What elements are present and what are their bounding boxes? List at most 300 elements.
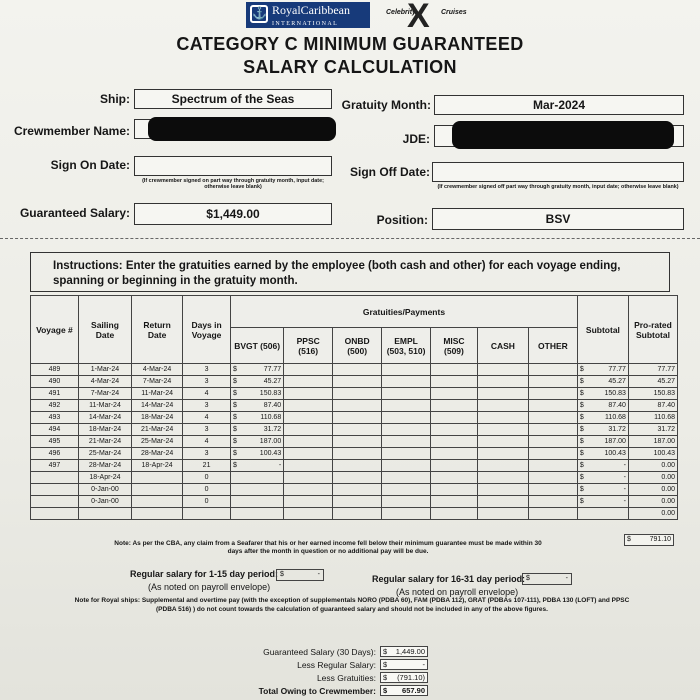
prorated-value: 0.00 [661,462,675,469]
subtotal-cell [577,376,628,388]
misc-cell[interactable] [431,412,478,424]
return-cell[interactable] [132,412,183,424]
cba-note: Note: As per the CBA, any claim from a Seafarer that his or her earned income fell below their minimum guarantee must be made within 30 days after the month in question or no additional pay will be due. [114,540,542,555]
royal-ships-note: Note for Royal ships: Supplemental and overtime pay (with the exception of supplementals NORO (PDBA 60), FAM (PDBA 112), GRAT (PDBAs 107-111), PDBA 130 (LOFT) and PPSC (PDBA 516) ) do not count towards the calculation of guaranteed salary and should not be included in any of the above figures. [74,597,630,613]
bvgt-money [233,426,281,433]
empl-cell[interactable] [382,400,431,412]
ppsc-cell[interactable] [284,436,333,448]
empl-cell[interactable] [382,424,431,436]
cruises-logo-text: Cruises [441,9,467,16]
onbd-cell[interactable] [333,388,382,400]
crewmember-name-label: Crewmember Name: [13,124,130,138]
currency-symbol: $ [526,575,530,582]
table-row [31,400,678,412]
bvgt-cell[interactable] [231,412,284,424]
cash-cell[interactable] [477,388,528,400]
voyage-cell[interactable] [31,436,79,448]
page-title-line2: SALARY CALCULATION [243,57,457,77]
sailing-cell[interactable] [78,388,131,400]
empl-cell[interactable] [382,484,431,496]
cash-cell[interactable] [477,364,528,376]
empty-cell [183,508,231,520]
celebrity-x-logo: X [407,0,430,35]
summary-value: (791.10) [397,673,425,682]
col-header-ppsc: PPSC (516) [284,328,333,364]
other-cell[interactable] [528,448,577,460]
subtotal-money [580,378,626,385]
voyage-cell[interactable] [31,364,79,376]
days-cell [183,472,231,484]
return-date: 7-Mar-24 [142,378,172,385]
subtotal-money [580,474,626,481]
prorated-value: 0.00 [661,498,675,505]
return-cell[interactable] [132,388,183,400]
col-header-misc: MISC (509) [431,328,478,364]
gratuity-month-field[interactable]: Mar-2024 [434,95,684,115]
sailing-date: 18-Mar-24 [88,426,122,433]
summary-row [218,645,428,658]
payroll-envelope-note-2: (As noted on payroll envelope) [396,587,519,597]
summary-value-box [380,672,428,683]
days-cell [183,460,231,472]
prorated-value: 87.40 [657,402,675,409]
ppsc-cell[interactable] [284,496,333,508]
sign-off-date-field[interactable] [432,162,684,182]
subtotal-cell [577,472,628,484]
return-date: 18-Mar-24 [140,414,174,421]
regular-1-15-value: - [317,571,320,578]
sailing-cell[interactable] [78,436,131,448]
col-header-voyage: Voyage # [31,296,79,364]
ship-field[interactable]: Spectrum of the Seas [134,89,332,109]
currency-symbol: $ [579,390,584,397]
empty-cell [382,508,431,520]
bvgt-cell[interactable] [231,424,284,436]
bvgt-value: 45.27 [263,378,282,385]
cash-cell[interactable] [477,424,528,436]
currency-symbol: $ [383,647,388,656]
sailing-date: 25-Mar-24 [88,450,122,457]
summary-value-box [380,646,428,657]
subtotal-money [580,402,626,409]
bvgt-money [233,402,281,409]
voyage-cell[interactable] [31,376,79,388]
summary-row [218,658,428,671]
currency-symbol: $ [579,426,584,433]
prorated-cell [628,484,677,496]
sign-on-date-field[interactable] [134,156,332,176]
currency-symbol: $ [280,571,284,578]
prorated-value: 0.00 [661,474,675,481]
misc-cell[interactable] [431,400,478,412]
days-value: 3 [204,450,209,457]
subtotal-money [580,390,626,397]
cash-cell[interactable] [477,460,528,472]
sailing-date: 1-Mar-24 [90,366,120,373]
voyage-number: 495 [48,438,61,445]
empl-cell[interactable] [382,472,431,484]
bvgt-money [233,438,281,445]
return-cell[interactable] [132,472,183,484]
days-cell [183,412,231,424]
ppsc-cell[interactable] [284,472,333,484]
subtotal-money [580,498,626,505]
bvgt-cell[interactable] [231,400,284,412]
col-header-subtotal: Subtotal [577,296,628,364]
other-cell[interactable] [528,424,577,436]
empty-cell [577,508,628,520]
currency-symbol: $ [233,366,237,373]
days-value: 0 [204,486,209,493]
prorated-cell [628,412,677,424]
ppsc-cell[interactable] [284,388,333,400]
table-row [31,436,678,448]
sailing-date: 28-Mar-24 [88,462,122,469]
bvgt-value: 31.72 [263,426,282,433]
return-cell[interactable] [132,460,183,472]
days-value: 0 [204,474,209,481]
subtotal-cell [577,412,628,424]
onbd-cell[interactable] [333,436,382,448]
subtotal-value: 150.83 [604,390,626,397]
days-value: 4 [204,438,209,445]
voyage-cell[interactable] [31,412,79,424]
cash-cell[interactable] [477,412,528,424]
currency-symbol: $ [579,366,584,373]
col-header-gratuities: Gratuities/Payments [231,296,578,328]
days-value: 3 [204,378,209,385]
bvgt-value: 187.00 [259,438,282,445]
misc-cell[interactable] [431,376,478,388]
cash-cell[interactable] [477,484,528,496]
subtotal-value: 31.72 [608,426,626,433]
sailing-date: 4-Mar-24 [90,378,120,385]
sign-off-label: Sign Off Date: [350,165,430,179]
subtotal-value: 77.77 [608,366,626,373]
empty-cell [431,508,478,520]
onbd-cell[interactable] [333,376,382,388]
bvgt-cell[interactable] [231,376,284,388]
table-row [31,508,678,520]
other-cell[interactable] [528,472,577,484]
days-cell [183,424,231,436]
empl-cell[interactable] [382,436,431,448]
currency-symbol: $ [627,536,631,543]
summary-label: Less Regular Salary: [297,659,376,670]
summary-label: Total Owing to Crewmember: [258,685,376,696]
currency-symbol: $ [383,660,388,669]
onbd-cell[interactable] [333,412,382,424]
table-row [31,484,678,496]
currency-symbol: $ [579,486,584,493]
currency-symbol: $ [579,462,584,469]
crown-anchor-icon: ⚓ [250,5,268,23]
prorated-cell [628,472,677,484]
onbd-cell[interactable] [333,448,382,460]
days-cell [183,388,231,400]
sailing-date: 11-Mar-24 [89,402,121,409]
other-cell[interactable] [528,496,577,508]
prorated-total-box [624,534,674,546]
bvgt-money [233,462,281,469]
voyage-cell[interactable] [31,424,79,436]
misc-cell[interactable] [431,460,478,472]
instructions-box: Instructions: Enter the gratuities earned by the employee (both cash and other) for each voyage ending, spanning or beginning in the gratuity month. [30,252,670,292]
currency-symbol: $ [579,450,584,457]
return-cell[interactable] [132,364,183,376]
summary-value: 1,449.00 [395,647,425,656]
sailing-date: 0-Jan-00 [91,498,119,505]
return-cell[interactable] [132,376,183,388]
ppsc-cell[interactable] [284,484,333,496]
onbd-cell[interactable] [333,496,382,508]
empl-cell[interactable] [382,460,431,472]
misc-cell[interactable] [431,424,478,436]
bvgt-cell[interactable] [231,436,284,448]
bvgt-cell[interactable] [231,460,284,472]
prorated-value: 187.00 [653,438,675,445]
sailing-cell[interactable] [78,484,131,496]
voyage-number: 489 [48,366,61,373]
cash-cell[interactable] [477,400,528,412]
col-header-sailing: Sailing Date [78,296,131,364]
voyage-rows [31,364,678,520]
bvgt-money [233,450,281,457]
voyage-cell[interactable] [31,472,79,484]
empl-cell[interactable] [382,448,431,460]
page-title-line1: CATEGORY C MINIMUM GUARANTEED [176,34,524,54]
position-field[interactable]: BSV [432,208,684,230]
voyage-number: 490 [48,378,61,385]
cash-cell[interactable] [477,448,528,460]
onbd-cell[interactable] [333,400,382,412]
ppsc-cell[interactable] [284,460,333,472]
subtotal-money [580,438,626,445]
other-cell[interactable] [528,412,577,424]
col-header-cash: CASH [477,328,528,364]
bvgt-cell[interactable] [231,496,284,508]
voyage-cell[interactable] [31,448,79,460]
subtotal-value: - [623,462,626,469]
empty-cell [284,508,333,520]
sailing-cell[interactable] [78,376,131,388]
subtotal-value: 87.40 [608,402,626,409]
subtotal-cell [577,400,628,412]
ppsc-cell[interactable] [284,448,333,460]
misc-cell[interactable] [431,364,478,376]
voyage-cell[interactable] [31,496,79,508]
ppsc-cell[interactable] [284,364,333,376]
empty-cell [333,508,382,520]
empl-cell[interactable] [382,376,431,388]
subtotal-money [580,366,626,373]
voyage-cell[interactable] [31,460,79,472]
other-cell[interactable] [528,364,577,376]
days-value: 4 [204,414,209,421]
subtotal-cell [577,364,628,376]
prorated-cell [628,448,677,460]
return-date: 11-Mar-24 [141,390,173,397]
misc-cell[interactable] [431,472,478,484]
sailing-cell[interactable] [78,472,131,484]
bvgt-cell[interactable] [231,388,284,400]
return-cell[interactable] [132,484,183,496]
sign-on-note: (If crewmember signed on part way through gratuity month, input date; otherwise leave blank) [142,178,324,190]
voyage-number: 497 [48,462,61,469]
prorated-cell [628,424,677,436]
return-cell[interactable] [132,448,183,460]
sailing-date: 0-Jan-00 [91,486,119,493]
empty-cell [78,508,131,520]
sailing-date: 21-Mar-24 [88,438,122,445]
empl-cell[interactable] [382,496,431,508]
empty-cell [231,508,284,520]
empl-cell[interactable] [382,364,431,376]
bvgt-money [233,414,281,421]
ppsc-cell[interactable] [284,400,333,412]
return-cell[interactable] [132,496,183,508]
sailing-cell[interactable] [78,496,131,508]
sailing-date: 7-Mar-24 [90,390,120,397]
regular-16-31-field[interactable] [522,573,572,585]
other-cell[interactable] [528,484,577,496]
return-cell[interactable] [132,400,183,412]
sign-on-label: Sign On Date: [50,158,130,172]
sailing-cell[interactable] [78,400,131,412]
subtotal-money [580,486,626,493]
days-cell [183,376,231,388]
days-cell [183,436,231,448]
prorated-value: 150.83 [653,390,675,397]
cash-cell[interactable] [477,472,528,484]
col-header-onbd: ONBD (500) [333,328,382,364]
table-row [31,376,678,388]
currency-symbol: $ [579,402,584,409]
subtotal-value: - [623,498,626,505]
voyage-number: 491 [48,390,61,397]
other-cell[interactable] [528,460,577,472]
summary-row [218,671,428,684]
currency-symbol: $ [233,450,237,457]
gratuity-month-label: Gratuity Month: [341,98,431,112]
prorated-value: 0.00 [661,486,675,493]
other-cell[interactable] [528,388,577,400]
ship-label: Ship: [100,92,130,106]
voyage-cell[interactable] [31,484,79,496]
currency-symbol: $ [579,498,584,505]
subtotal-value: 45.27 [608,378,626,385]
currency-symbol: $ [233,378,237,385]
summary-row [218,684,428,697]
misc-cell[interactable] [431,436,478,448]
subtotal-value: - [623,486,626,493]
prorated-value: 31.72 [657,426,675,433]
cash-cell[interactable] [477,436,528,448]
prorated-value: 0.00 [661,510,675,517]
currency-symbol: $ [233,438,237,445]
days-value: 4 [204,390,209,397]
regular-1-15-field[interactable] [276,569,324,581]
guaranteed-salary-field[interactable]: $1,449.00 [134,203,332,225]
bvgt-value: 110.68 [260,414,282,421]
misc-cell[interactable] [431,496,478,508]
onbd-cell[interactable] [333,424,382,436]
summary-value: 657.90 [402,686,425,695]
bvgt-cell[interactable] [231,364,284,376]
other-cell[interactable] [528,376,577,388]
currency-symbol: $ [233,426,237,433]
currency-symbol: $ [579,474,584,481]
sailing-cell[interactable] [78,448,131,460]
bvgt-money [233,390,281,397]
return-cell[interactable] [132,436,183,448]
bvgt-cell[interactable] [231,448,284,460]
misc-cell[interactable] [431,484,478,496]
prorated-cell [628,436,677,448]
sailing-cell[interactable] [78,460,131,472]
table-row [31,412,678,424]
sailing-cell[interactable] [78,424,131,436]
onbd-cell[interactable] [333,484,382,496]
summary-label: Less Gratuities: [316,672,376,683]
days-value: 3 [204,402,209,409]
bvgt-cell[interactable] [231,484,284,496]
voyage-gratuity-table [30,295,678,520]
voyage-cell[interactable] [31,388,79,400]
voyage-cell[interactable] [31,400,79,412]
return-date: 14-Mar-24 [140,402,174,409]
cash-cell[interactable] [477,376,528,388]
onbd-cell[interactable] [333,472,382,484]
sailing-cell[interactable] [78,364,131,376]
sailing-cell[interactable] [78,412,131,424]
subtotal-cell [577,424,628,436]
redaction-bar [452,121,674,149]
return-cell[interactable] [132,424,183,436]
days-value: 0 [204,498,209,505]
empl-cell[interactable] [382,412,431,424]
bvgt-value: 87.40 [263,402,282,409]
subtotal-cell [577,496,628,508]
bvgt-cell[interactable] [231,472,284,484]
currency-symbol: $ [579,438,584,445]
onbd-cell[interactable] [333,460,382,472]
return-date: 28-Mar-24 [140,450,174,457]
return-date: 25-Mar-24 [140,438,174,445]
empl-cell[interactable] [382,388,431,400]
ppsc-cell[interactable] [284,424,333,436]
sailing-date: 14-Mar-24 [88,414,122,421]
other-cell[interactable] [528,436,577,448]
prorated-cell [628,460,677,472]
ppsc-cell[interactable] [284,376,333,388]
subtotal-money [580,450,626,457]
subtotal-value: 100.43 [604,450,626,457]
currency-symbol: $ [233,402,237,409]
cash-cell[interactable] [477,496,528,508]
days-value: 3 [204,426,209,433]
onbd-cell[interactable] [333,364,382,376]
regular-16-31-value: - [565,575,568,582]
voyage-number: 494 [48,426,61,433]
sailing-date: 18-Apr-24 [89,474,121,481]
ppsc-cell[interactable] [284,412,333,424]
col-header-other: OTHER [528,328,577,364]
misc-cell[interactable] [431,448,478,460]
misc-cell[interactable] [431,388,478,400]
other-cell[interactable] [528,400,577,412]
subtotal-value: 187.00 [604,438,626,445]
